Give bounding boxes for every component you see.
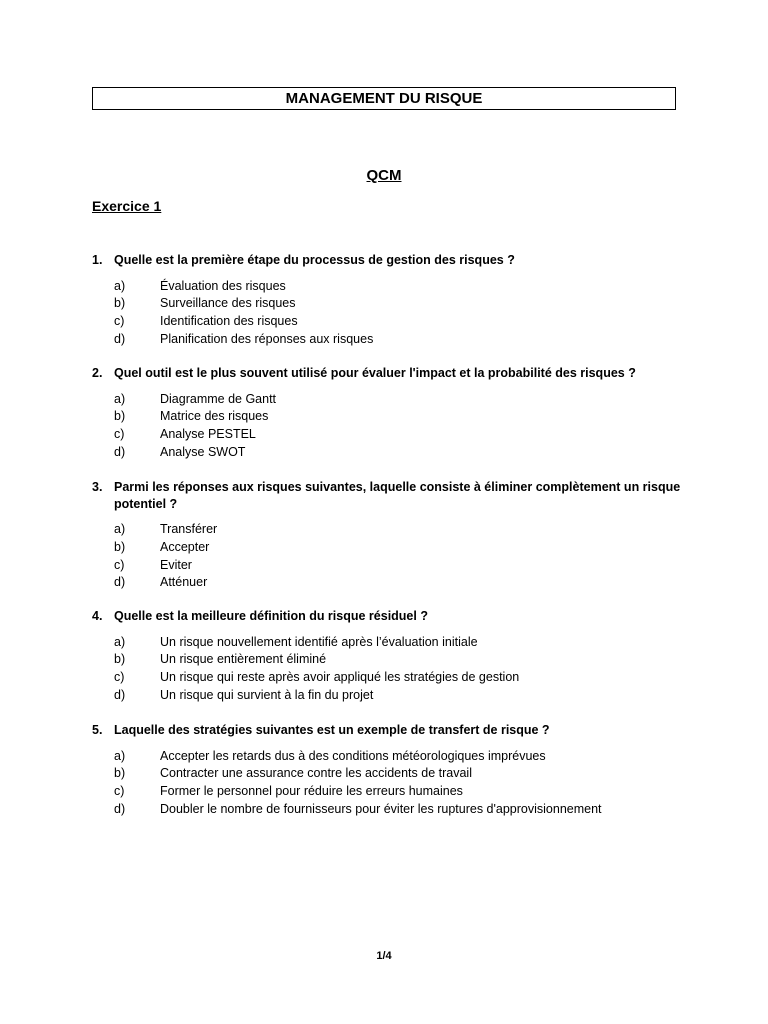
option-text: Accepter les retards dus à des conditions météorologiques imprévues <box>160 748 546 763</box>
option-text: Un risque qui reste après avoir appliqué les stratégies de gestion <box>160 670 520 685</box>
option-letter: a) <box>114 391 126 406</box>
question-number: 1. <box>92 253 103 267</box>
option-item[interactable] <box>92 444 682 462</box>
option-text: Accepter <box>160 539 210 554</box>
option-letter: d) <box>114 575 126 590</box>
question-text: Quelle est la meilleure définition du risque résiduel ? <box>114 609 428 623</box>
option-item[interactable] <box>92 331 682 349</box>
option-item[interactable] <box>92 295 682 313</box>
option-text: Doubler le nombre de fournisseurs pour éviter les ruptures d'approvisionnement <box>160 801 602 816</box>
option-item[interactable] <box>92 391 682 409</box>
exercise-heading: Exercice 1 <box>92 198 162 214</box>
option-text: Identification des risques <box>160 314 298 329</box>
option-letter: b) <box>114 409 126 424</box>
option-text: Contracter une assurance contre les accidents de travail <box>160 766 472 781</box>
option-letter: a) <box>114 634 126 649</box>
options-list <box>92 391 682 462</box>
option-letter: b) <box>114 539 126 554</box>
option-item[interactable] <box>92 687 682 705</box>
question-text: Quelle est la première étape du processus de gestion des risques ? <box>114 253 515 267</box>
option-text: Eviter <box>160 557 192 572</box>
question-1 <box>92 252 682 349</box>
options-list <box>92 521 682 592</box>
option-item[interactable] <box>92 651 682 669</box>
option-text: Un risque nouvellement identifié après l’évaluation initiale <box>160 634 478 649</box>
option-text: Planification des réponses aux risques <box>160 331 374 346</box>
question-number: 4. <box>92 609 103 623</box>
option-item[interactable] <box>92 783 682 801</box>
question-2 <box>92 365 682 462</box>
option-item[interactable] <box>92 748 682 766</box>
option-letter: a) <box>114 522 126 536</box>
option-item[interactable] <box>92 669 682 687</box>
option-item[interactable] <box>92 634 682 652</box>
option-text: Évaluation des risques <box>160 278 286 293</box>
qcm-heading: QCM <box>366 167 402 184</box>
option-letter: a) <box>114 748 126 763</box>
option-item[interactable] <box>92 557 682 575</box>
option-item[interactable] <box>92 408 682 426</box>
options-list <box>92 278 682 349</box>
question-number: 5. <box>92 723 103 737</box>
option-text: Atténuer <box>160 575 208 590</box>
option-text: Transférer <box>160 522 218 536</box>
option-item[interactable] <box>92 801 682 819</box>
option-text: Diagramme de Gantt <box>160 391 277 406</box>
question-5 <box>92 722 682 819</box>
option-text: Un risque qui survient à la fin du projet <box>160 687 374 702</box>
option-text: Former le personnel pour réduire les erreurs humaines <box>160 784 463 799</box>
page-number: 1/4 <box>376 950 392 962</box>
option-letter: d) <box>114 444 126 459</box>
option-item[interactable] <box>92 539 682 557</box>
question-4 <box>92 608 682 705</box>
option-item[interactable] <box>92 574 682 592</box>
option-letter: c) <box>114 427 125 442</box>
option-letter: c) <box>114 557 125 572</box>
question-number: 3. <box>92 480 103 494</box>
option-text: Surveillance des risques <box>160 296 296 311</box>
option-letter: a) <box>114 278 126 293</box>
option-letter: c) <box>114 784 125 799</box>
option-text: Un risque entièrement éliminé <box>160 652 327 667</box>
options-list <box>92 748 682 819</box>
option-text: Analyse PESTEL <box>160 427 256 442</box>
option-item[interactable] <box>92 278 682 296</box>
option-letter: c) <box>114 314 125 329</box>
option-item[interactable] <box>92 313 682 331</box>
question-3 <box>92 479 682 592</box>
option-letter: d) <box>114 331 126 346</box>
question-text: Parmi les réponses aux risques suivantes, laquelle consiste à éliminer complètement un risque potentiel ? <box>114 480 681 511</box>
option-letter: c) <box>114 670 125 685</box>
option-text: Matrice des risques <box>160 409 269 424</box>
option-item[interactable] <box>92 765 682 783</box>
option-letter: b) <box>114 766 126 781</box>
option-item[interactable] <box>92 521 682 539</box>
document-title: MANAGEMENT DU RISQUE <box>92 87 676 110</box>
question-text: Laquelle des stratégies suivantes est un exemple de transfert de risque ? <box>114 723 550 737</box>
option-text: Analyse SWOT <box>160 444 246 459</box>
option-letter: b) <box>114 652 126 667</box>
option-letter: d) <box>114 801 126 816</box>
question-text: Quel outil est le plus souvent utilisé pour évaluer l'impact et la probabilité des risques ? <box>114 366 636 380</box>
option-item[interactable] <box>92 426 682 444</box>
question-number: 2. <box>92 366 103 380</box>
option-letter: b) <box>114 296 126 311</box>
option-letter: d) <box>114 687 126 702</box>
options-list <box>92 634 682 705</box>
